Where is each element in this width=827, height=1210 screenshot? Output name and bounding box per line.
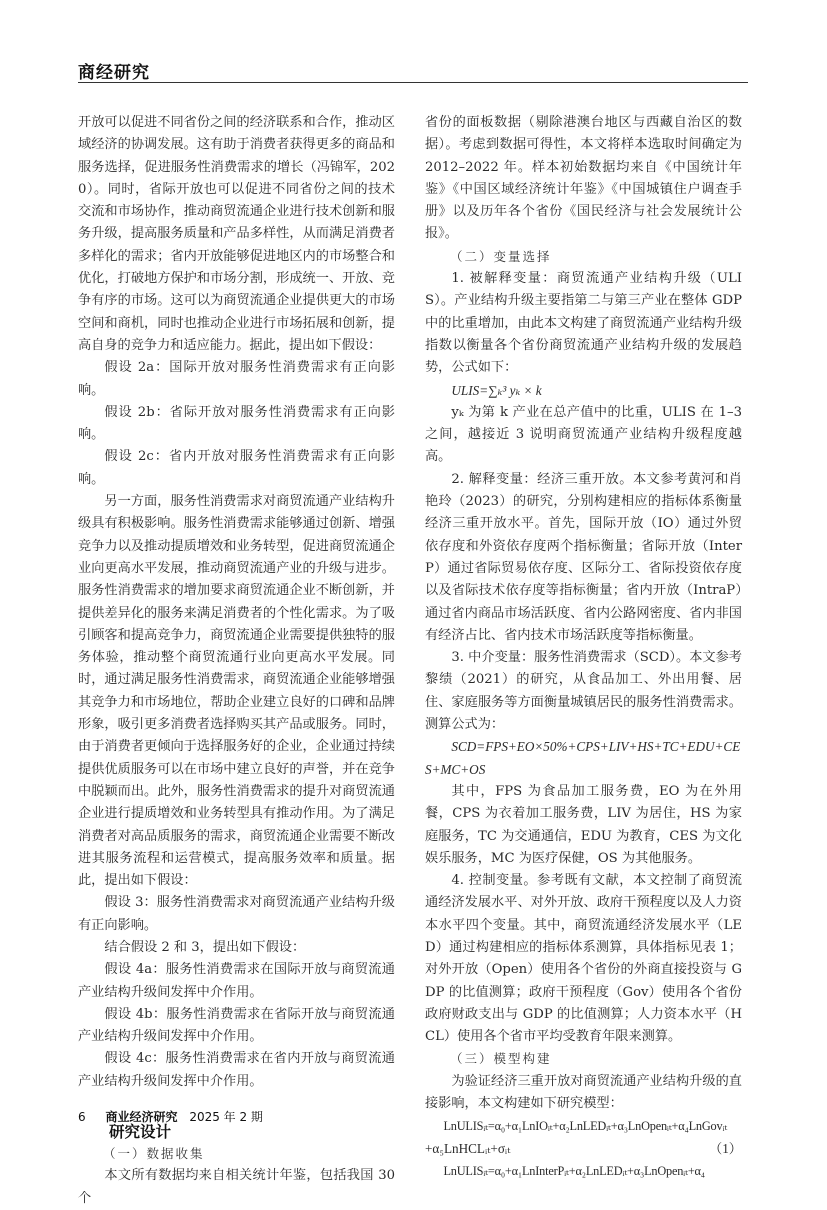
ulis-formula: ULIS=∑ₖ³ yₖ × k — [451, 382, 542, 398]
paragraph: 4. 控制变量。参考既有文献，本文控制了商贸流通经济发展水平、对外开放、政府干预程度以及人力资本水平四个变量。其中，商贸流通经济发展水平（LED）通过构建相应的指标体系测算，具体指标见表 1；对外开放（Open）使用各个省份的外商直接投资与 GDP 的比值测算；政府干预程度（Gov）使用各个省份政府财政支出与 GDP 的比值测算；人力资本水平（HCL）使用各个省市平均受教育年限来测算。 — [425, 873, 742, 1045]
section-title: 研究设计 — [109, 1123, 172, 1142]
hypothesis-4c: 假设 4c：服务性消费需求在省内开放与商贸流通产业结构升级间发挥中介作用。 — [78, 1051, 395, 1089]
paragraph: 1. 被解释变量：商贸流通产业结构升级（ULIS）。产业结构升级主要指第二与第三产业在整体 GDP 中的比重增加，由此本文构建了商贸流通产业结构升级指数以衡量各个省份商贸流通产业结构升级的发展趋势，公式如下： — [425, 271, 742, 376]
page-footer — [78, 1108, 279, 1125]
equation-number: （1） — [709, 1140, 742, 1156]
paragraph: 本文所有数据均来自相关统计年鉴，包括我国 30 个 — [78, 1168, 395, 1206]
model-1-line-1: LnULISᵢₜ=α₀+α₁LnIOᵢₜ+α₂LnLEDᵢₜ+α₃LnOpenᵢₜ+α₄LnGovᵢₜ — [443, 1119, 728, 1134]
paragraph: 另一方面，服务性消费需求对商贸流通产业结构升级具有积极影响。服务性消费需求能够通过创新、增强竞争力以及推动提质增效和业务转型，促进商贸流通企业向更高水平发展，推动商贸流通产业的升级与进步。服务性消费需求的增加要求商贸流通企业不断创新，并提供差异化的服务来满足消费者的个性化需求。为了吸引顾客和提高竞争力，商贸流通企业需要提供独特的服务体验，推动整个商贸流通行业向更高水平发展。同时，通过满足服务性消费需求，商贸流通企业能够增强其竞争力和市场地位，帮助企业建立良好的口碑和品牌形象，吸引更多消费者选择购买其产品或服务。同时，由于消费者更倾向于选择服务好的企业，企业通过持续提供优质服务可以在市场中建立良好的声誉，并在竞争中脱颖而出。此外，服务性消费需求的提升对商贸流通企业进行提质增效和业务转型具有推动作用。为了满足消费者对高品质服务的需求，商贸流通企业需要不断改进其服务流程和运营模式，提高服务效率和质量。据此，提出如下假设： — [78, 494, 395, 889]
journal-name: 商业经济研究 — [105, 1110, 178, 1124]
model-1-line-2-text: +α₅LnHCLᵢₜ+σᵢₜ — [425, 1140, 511, 1156]
hypothesis-2a: 假设 2a：国际开放对服务性消费需求有正向影响。 — [78, 360, 395, 398]
scd-formula: SCD=FPS+EO×50%+CPS+LIV+HS+TC+EDU+CES+MC+OS — [425, 739, 741, 777]
right-column — [425, 112, 742, 1182]
hypothesis-4a: 假设 4a：服务性消费需求在国际开放与商贸流通产业结构升级间发挥中介作用。 — [78, 962, 395, 1000]
paragraph: 省份的面板数据（剔除港澳台地区与西藏自治区的数据）。考虑到数据可得性，本文将样本选取时间确定为 2012–2022 年。样本初始数据均来自《中国统计年鉴》《中国区域经济统计年鉴》《中国城镇住户调查手册》以及历年各个省份《国民经济与社会发展统计公报》。 — [425, 115, 742, 242]
hypothesis-3: 假设 3：服务性消费需求对商贸流通产业结构升级有正向影响。 — [78, 895, 395, 933]
issue-label: 2025 年 2 期 — [189, 1110, 263, 1124]
model-2-line-1: LnULISᵢₜ=α₀+α₁LnInterPᵢₜ+α₂LnLEDᵢₜ+α₃LnOpenᵢₜ+α₄ — [443, 1163, 705, 1178]
paragraph: 开放可以促进不同省份之间的经济联系和合作，推动区域经济的协调发展。这有助于消费者获得更多的商品和服务选择，促进服务性消费需求的增长（冯锦军，2020）。同时，省际开放也可以促进不同省份之间的技术交流和市场协作，推动商贸流通企业进行技术创新和服务升级，提高服务质量和产品多样性，从而满足消费者多样化的需求；省内开放能够促进地区内的市场整合和优化，打破地方保护和市场分割，形成统一、开放、竞争有序的市场。这可以为商贸流通企业提供更大的市场空间和商机，同时也推动企业进行市场拓展和创新，提高自身的竞争力和适应能力。据此，提出如下假设： — [78, 115, 395, 353]
subsection-title: （三）模型构建 — [450, 1051, 552, 1067]
subsection-title: （二）变量选择 — [450, 248, 552, 264]
left-column — [78, 112, 395, 1210]
paragraph: 3. 中介变量：服务性消费需求（SCD）。本文参考黎绩（2021）的研究，从食品加工、外出用餐、居住、家庭服务等方面衡量城镇居民的服务性消费需求。测算公式为： — [425, 650, 742, 733]
paragraph: yₖ 为第 k 产业在总产值中的比重，ULIS 在 1–3 之间，越接近 3 说明商贸流通产业结构升级程度越高。 — [425, 404, 742, 465]
hypothesis-2c: 假设 2c：省内开放对服务性消费需求有正向影响。 — [78, 449, 395, 487]
paragraph: 其中，FPS 为食品加工服务费，EO 为在外用餐，CPS 为衣着加工服务费，LIV 为居住，HS 为家庭服务，TC 为交通通信，EDU 为教育，CES 为文化娱乐服务，MC 为医疗保健，OS 为其他服务。 — [425, 783, 742, 866]
page-number: 6 — [78, 1110, 86, 1124]
paragraph: 2. 解释变量：经济三重开放。本文参考黄河和肖艳玲（2023）的研究，分别构建相应的指标体系衡量经济三重开放水平。首先，国际开放（IO）通过外贸依存度和外资依存度两个指标衡量；省际开放（InterP）通过省际贸易依存度、区际分工、省际投资依存度以及省际技术依存度等指标衡量；省内开放（IntraP）通过省内商品市场活跃度、省内公路网密度、省内非国有经济占比、省内技术市场活跃度等指标衡量。 — [425, 471, 742, 643]
paragraph: 结合假设 2 和 3，提出如下假设： — [104, 939, 306, 955]
hypothesis-4b: 假设 4b：服务性消费需求在省际开放与商贸流通产业结构升级间发挥中介作用。 — [78, 1006, 395, 1045]
subsection-title: （一）数据收集 — [103, 1146, 205, 1162]
header-rule — [78, 82, 748, 83]
model-1-line-2 — [425, 1138, 742, 1160]
paragraph: 为验证经济三重开放对商贸流通产业结构升级的直接影响，本文构建如下研究模型： — [425, 1073, 742, 1112]
running-header: 商经研究 — [78, 63, 150, 83]
hypothesis-2b: 假设 2b：省际开放对服务性消费需求有正向影响。 — [78, 404, 395, 443]
